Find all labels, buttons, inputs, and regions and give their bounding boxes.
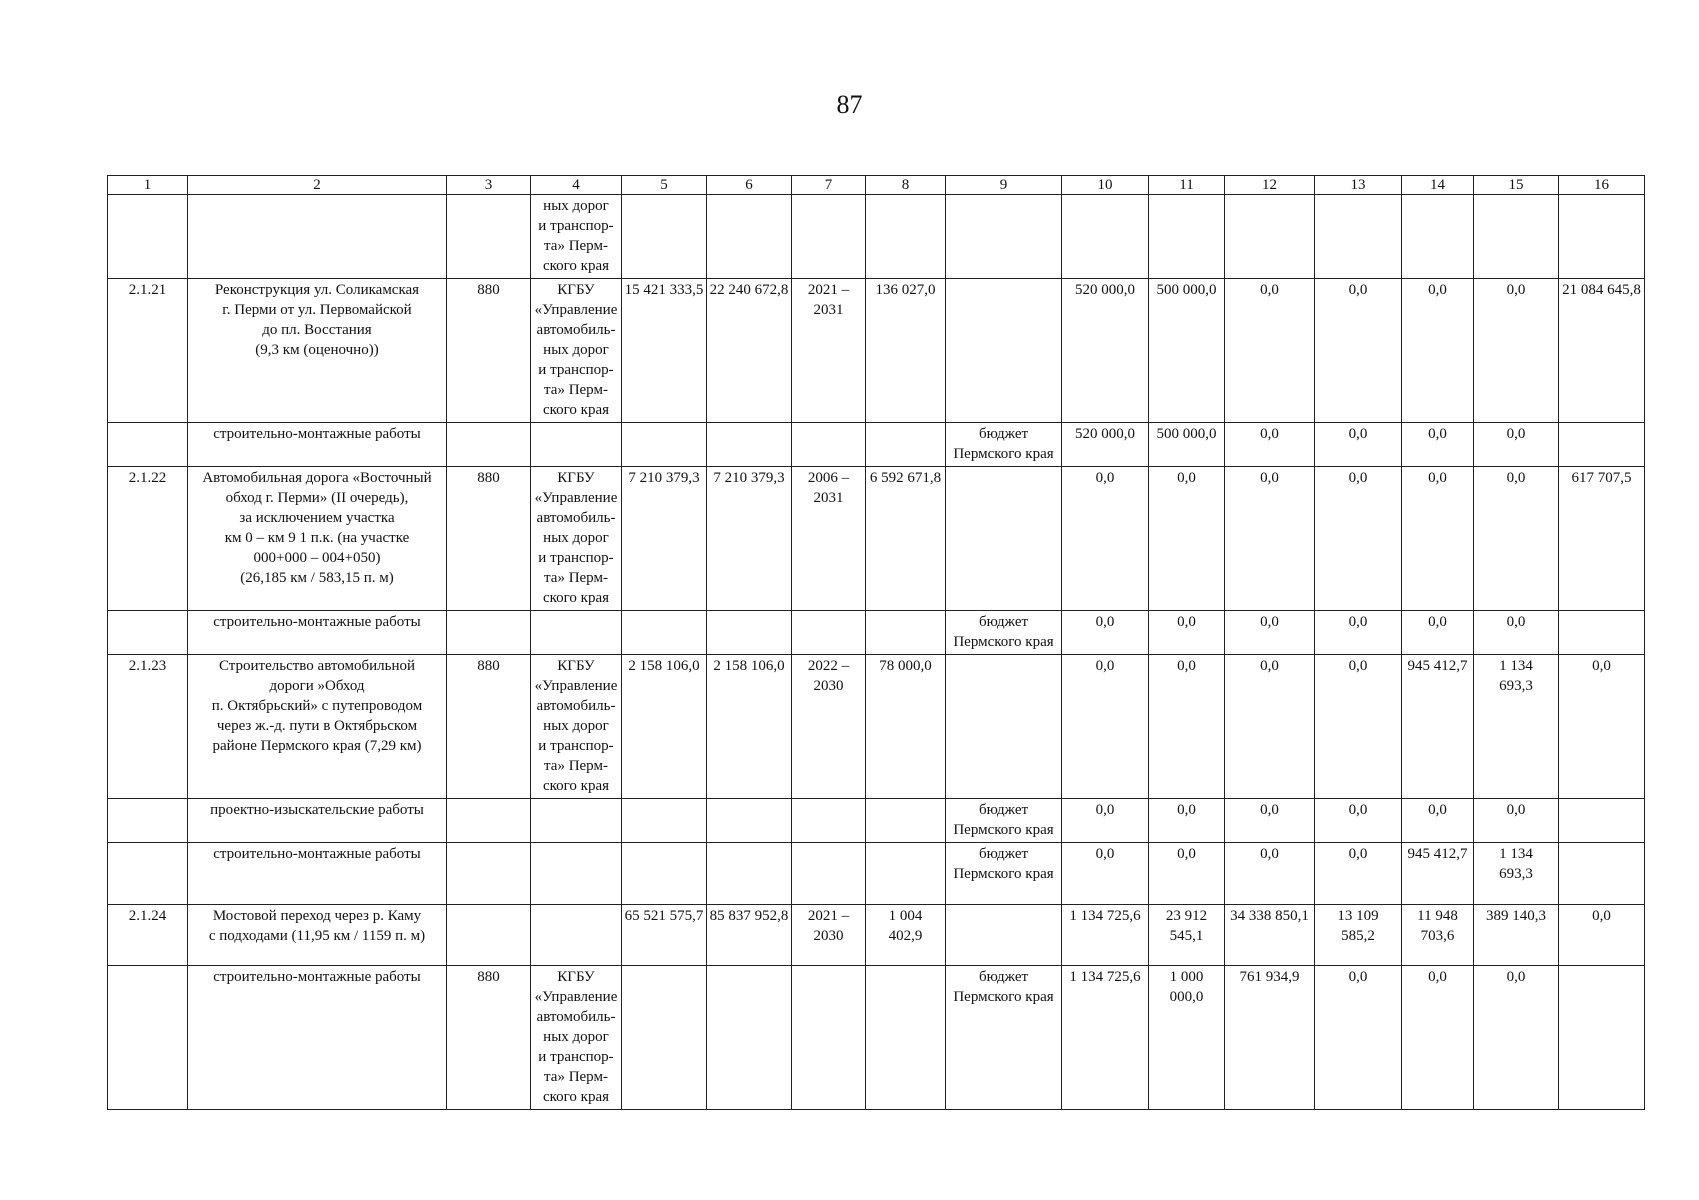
project-row — [108, 905, 1645, 966]
cell-col-5: 15 421 333,5 — [622, 279, 707, 423]
cell-col-15: 0,0 — [1474, 423, 1559, 467]
cell-col-6: 22 240 672,8 — [707, 279, 792, 423]
cell-col-1: 2.1.24 — [108, 905, 188, 966]
cell-col-4 — [531, 799, 622, 843]
budget-table — [107, 175, 1645, 1110]
column-header-1: 1 — [108, 176, 188, 195]
cell-col-11: 0,0 — [1149, 843, 1225, 905]
cell-col-16: 617 707,5 — [1559, 467, 1645, 611]
cell-col-10: 1 134 725,6 — [1062, 905, 1149, 966]
cell-col-2: Мостовой переход через р. Каму с подходами (11,95 км / 1159 п. м) — [188, 905, 447, 966]
cell-col-5: 7 210 379,3 — [622, 467, 707, 611]
cell-col-12: 0,0 — [1225, 655, 1315, 799]
cell-col-7 — [792, 195, 866, 279]
cell-col-9 — [946, 655, 1062, 799]
cell-col-7 — [792, 423, 866, 467]
cell-col-15: 0,0 — [1474, 279, 1559, 423]
cell-col-14: 945 412,7 — [1402, 655, 1474, 799]
cell-col-13: 13 109 585,2 — [1315, 905, 1402, 966]
cell-col-6: 85 837 952,8 — [707, 905, 792, 966]
cell-col-11: 0,0 — [1149, 799, 1225, 843]
cell-col-14: 0,0 — [1402, 966, 1474, 1110]
cell-col-7: 2006 – 2031 — [792, 467, 866, 611]
column-header-11: 11 — [1149, 176, 1225, 195]
cell-col-9: бюджет Пермского края — [946, 611, 1062, 655]
cell-col-7: 2022 – 2030 — [792, 655, 866, 799]
cell-col-8 — [866, 611, 946, 655]
cell-col-12: 0,0 — [1225, 843, 1315, 905]
project-row — [108, 279, 1645, 423]
continuation-row — [108, 195, 1645, 279]
cell-col-2: строительно-монтажные работы — [188, 966, 447, 1110]
cell-col-8: 78 000,0 — [866, 655, 946, 799]
column-header-7: 7 — [792, 176, 866, 195]
work-row — [108, 966, 1645, 1110]
cell-col-12: 0,0 — [1225, 279, 1315, 423]
cell-col-13: 0,0 — [1315, 843, 1402, 905]
cell-col-12: 0,0 — [1225, 423, 1315, 467]
cell-col-1: 2.1.23 — [108, 655, 188, 799]
cell-col-16 — [1559, 966, 1645, 1110]
cell-col-9: бюджет Пермского края — [946, 799, 1062, 843]
cell-col-3 — [447, 423, 531, 467]
cell-col-13: 0,0 — [1315, 279, 1402, 423]
cell-col-6 — [707, 423, 792, 467]
cell-col-15: 0,0 — [1474, 799, 1559, 843]
cell-col-16: 0,0 — [1559, 905, 1645, 966]
cell-col-11: 1 000 000,0 — [1149, 966, 1225, 1110]
cell-col-7: 2021 – 2030 — [792, 905, 866, 966]
cell-col-15: 1 134 693,3 — [1474, 843, 1559, 905]
cell-col-4: КГБУ «Управление автомобиль- ных дорог и транспор- та» Перм- ского края — [531, 279, 622, 423]
cell-col-9: бюджет Пермского края — [946, 966, 1062, 1110]
cell-col-8 — [866, 799, 946, 843]
cell-col-5: 2 158 106,0 — [622, 655, 707, 799]
column-header-14: 14 — [1402, 176, 1474, 195]
cell-col-6: 7 210 379,3 — [707, 467, 792, 611]
cell-col-10 — [1062, 195, 1149, 279]
cell-col-9 — [946, 195, 1062, 279]
cell-col-16 — [1559, 799, 1645, 843]
cell-col-5 — [622, 195, 707, 279]
column-header-16: 16 — [1559, 176, 1645, 195]
cell-col-4 — [531, 423, 622, 467]
cell-col-16 — [1559, 611, 1645, 655]
cell-col-15: 389 140,3 — [1474, 905, 1559, 966]
cell-col-10: 520 000,0 — [1062, 423, 1149, 467]
work-row — [108, 843, 1645, 905]
cell-col-9: бюджет Пермского края — [946, 843, 1062, 905]
cell-col-13: 0,0 — [1315, 467, 1402, 611]
cell-col-12: 0,0 — [1225, 799, 1315, 843]
cell-col-3: 880 — [447, 467, 531, 611]
cell-col-1: 2.1.22 — [108, 467, 188, 611]
cell-col-2: строительно-монтажные работы — [188, 423, 447, 467]
cell-col-2: строительно-монтажные работы — [188, 611, 447, 655]
work-row — [108, 423, 1645, 467]
cell-col-3: 880 — [447, 655, 531, 799]
cell-col-3 — [447, 799, 531, 843]
cell-col-3 — [447, 195, 531, 279]
cell-col-8 — [866, 966, 946, 1110]
cell-col-6 — [707, 799, 792, 843]
cell-col-15: 0,0 — [1474, 467, 1559, 611]
column-header-4: 4 — [531, 176, 622, 195]
cell-col-10: 520 000,0 — [1062, 279, 1149, 423]
cell-col-8 — [866, 423, 946, 467]
cell-col-6 — [707, 966, 792, 1110]
cell-col-11: 500 000,0 — [1149, 279, 1225, 423]
cell-col-14: 0,0 — [1402, 799, 1474, 843]
cell-col-1 — [108, 611, 188, 655]
cell-col-16 — [1559, 195, 1645, 279]
cell-col-6: 2 158 106,0 — [707, 655, 792, 799]
cell-col-6 — [707, 195, 792, 279]
cell-col-15: 0,0 — [1474, 611, 1559, 655]
table-body — [108, 195, 1645, 1110]
cell-col-12: 0,0 — [1225, 467, 1315, 611]
cell-col-4: КГБУ «Управление автомобиль- ных дорог и транспор- та» Перм- ского края — [531, 966, 622, 1110]
column-header-15: 15 — [1474, 176, 1559, 195]
cell-col-13: 0,0 — [1315, 423, 1402, 467]
column-header-13: 13 — [1315, 176, 1402, 195]
cell-col-3 — [447, 843, 531, 905]
column-header-9: 9 — [946, 176, 1062, 195]
cell-col-10: 0,0 — [1062, 655, 1149, 799]
cell-col-6 — [707, 843, 792, 905]
column-header-6: 6 — [707, 176, 792, 195]
cell-col-10: 0,0 — [1062, 843, 1149, 905]
cell-col-7 — [792, 843, 866, 905]
cell-col-15 — [1474, 195, 1559, 279]
cell-col-11: 23 912 545,1 — [1149, 905, 1225, 966]
cell-col-4 — [531, 905, 622, 966]
cell-col-5 — [622, 799, 707, 843]
cell-col-1 — [108, 799, 188, 843]
cell-col-2: Автомобильная дорога «Восточный обход г. Перми» (II очередь), за исключением участка км 0 – км 9 1 п.к. (на участке 000+000 – 004+050) (26,185 км / 583,15 п. м) — [188, 467, 447, 611]
cell-col-13: 0,0 — [1315, 655, 1402, 799]
cell-col-4: КГБУ «Управление автомобиль- ных дорог и транспор- та» Перм- ского края — [531, 655, 622, 799]
cell-col-5 — [622, 423, 707, 467]
cell-col-1 — [108, 195, 188, 279]
cell-col-8: 1 004 402,9 — [866, 905, 946, 966]
cell-col-3: 880 — [447, 279, 531, 423]
cell-col-14: 945 412,7 — [1402, 843, 1474, 905]
cell-col-5 — [622, 843, 707, 905]
cell-col-2: Реконструкция ул. Соликамская г. Перми от ул. Первомайской до пл. Восстания (9,3 км (оценочно)) — [188, 279, 447, 423]
cell-col-7 — [792, 611, 866, 655]
cell-col-10: 0,0 — [1062, 799, 1149, 843]
cell-col-8 — [866, 195, 946, 279]
cell-col-13 — [1315, 195, 1402, 279]
cell-col-2: Строительство автомобильной дороги »Обход п. Октябрьский» с путепроводом через ж.-д. пути в Октябрьском районе Пермского края (7,29 км) — [188, 655, 447, 799]
project-row — [108, 655, 1645, 799]
cell-col-1 — [108, 966, 188, 1110]
cell-col-8 — [866, 843, 946, 905]
cell-col-7 — [792, 799, 866, 843]
cell-col-12 — [1225, 195, 1315, 279]
cell-col-11 — [1149, 195, 1225, 279]
cell-col-8: 6 592 671,8 — [866, 467, 946, 611]
cell-col-4: КГБУ «Управление автомобиль- ных дорог и транспор- та» Перм- ского края — [531, 467, 622, 611]
cell-col-12: 34 338 850,1 — [1225, 905, 1315, 966]
cell-col-16: 0,0 — [1559, 655, 1645, 799]
column-header-12: 12 — [1225, 176, 1315, 195]
cell-col-5 — [622, 611, 707, 655]
cell-col-10: 1 134 725,6 — [1062, 966, 1149, 1110]
cell-col-9 — [946, 905, 1062, 966]
cell-col-12: 0,0 — [1225, 611, 1315, 655]
cell-col-14: 0,0 — [1402, 279, 1474, 423]
cell-col-14: 0,0 — [1402, 467, 1474, 611]
cell-col-11: 500 000,0 — [1149, 423, 1225, 467]
cell-col-12: 761 934,9 — [1225, 966, 1315, 1110]
cell-col-14: 0,0 — [1402, 423, 1474, 467]
cell-col-3 — [447, 905, 531, 966]
cell-col-13: 0,0 — [1315, 611, 1402, 655]
cell-col-2: строительно-монтажные работы — [188, 843, 447, 905]
cell-col-11: 0,0 — [1149, 611, 1225, 655]
cell-col-7 — [792, 966, 866, 1110]
cell-col-10: 0,0 — [1062, 467, 1149, 611]
column-header-8: 8 — [866, 176, 946, 195]
cell-col-9 — [946, 467, 1062, 611]
column-header-2: 2 — [188, 176, 447, 195]
project-row — [108, 467, 1645, 611]
cell-col-9 — [946, 279, 1062, 423]
cell-col-6 — [707, 611, 792, 655]
cell-col-4: ных дорог и транспор- та» Перм- ского края — [531, 195, 622, 279]
cell-col-11: 0,0 — [1149, 467, 1225, 611]
cell-col-5: 65 521 575,7 — [622, 905, 707, 966]
cell-col-11: 0,0 — [1149, 655, 1225, 799]
cell-col-5 — [622, 966, 707, 1110]
cell-col-15: 0,0 — [1474, 966, 1559, 1110]
cell-col-9: бюджет Пермского края — [946, 423, 1062, 467]
column-header-10: 10 — [1062, 176, 1149, 195]
cell-col-13: 0,0 — [1315, 799, 1402, 843]
cell-col-14: 0,0 — [1402, 611, 1474, 655]
cell-col-2: проектно-изыскательские работы — [188, 799, 447, 843]
cell-col-16: 21 084 645,8 — [1559, 279, 1645, 423]
cell-col-3: 880 — [447, 966, 531, 1110]
cell-col-14 — [1402, 195, 1474, 279]
column-number-row — [108, 176, 1645, 195]
cell-col-16 — [1559, 843, 1645, 905]
column-header-3: 3 — [447, 176, 531, 195]
cell-col-1 — [108, 843, 188, 905]
cell-col-7: 2021 – 2031 — [792, 279, 866, 423]
cell-col-8: 136 027,0 — [866, 279, 946, 423]
cell-col-3 — [447, 611, 531, 655]
cell-col-4 — [531, 611, 622, 655]
column-header-5: 5 — [622, 176, 707, 195]
cell-col-1 — [108, 423, 188, 467]
cell-col-1: 2.1.21 — [108, 279, 188, 423]
work-row — [108, 799, 1645, 843]
cell-col-10: 0,0 — [1062, 611, 1149, 655]
cell-col-15: 1 134 693,3 — [1474, 655, 1559, 799]
cell-col-14: 11 948 703,6 — [1402, 905, 1474, 966]
cell-col-4 — [531, 843, 622, 905]
cell-col-16 — [1559, 423, 1645, 467]
cell-col-13: 0,0 — [1315, 966, 1402, 1110]
cell-col-2 — [188, 195, 447, 279]
page-number: 87 — [836, 90, 863, 119]
work-row — [108, 611, 1645, 655]
